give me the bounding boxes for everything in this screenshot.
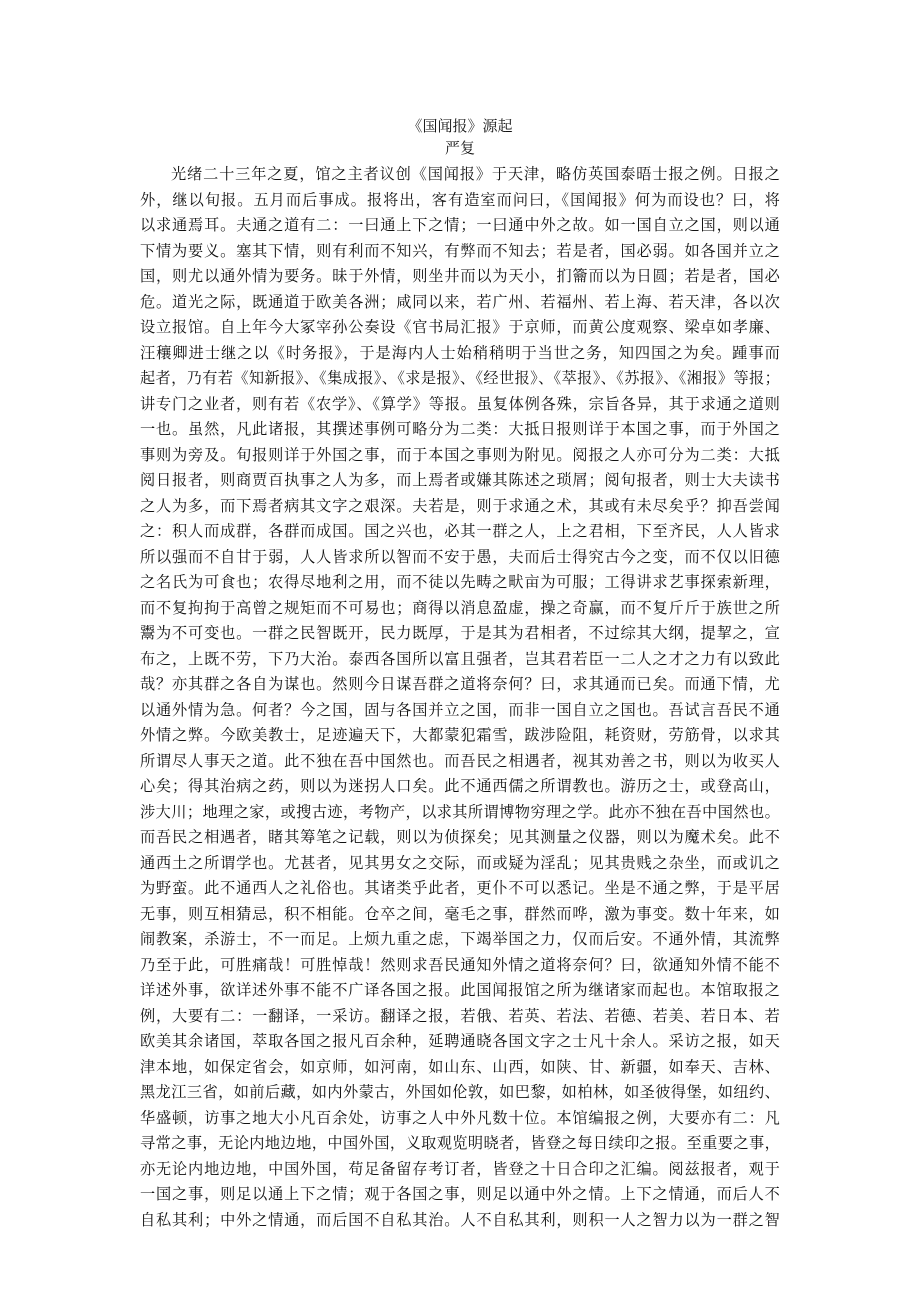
body-text-line: 事则为旁及。旬报则详于外国之事，而于本国之事则为附见。阅报之人亦可分为二类：大抵: [140, 445, 780, 464]
body-text-line: 之：积人而成群，各群而成国。国之兴也，必其一群之人，上之君相，下至齐民，人人皆求: [140, 522, 780, 540]
body-text-line: 而吾民之相遇者，睹其筹笔之记载，则以为侦探矣；见其测量之仪器，则以为魔术矣。此不: [140, 828, 780, 846]
document-title: 《国闻报》源起: [407, 117, 513, 135]
body-text-line: 下情为要义。塞其下情，则有利而不知兴，有弊而不知去；若是者，国必弱。如各国并立之: [140, 241, 780, 260]
body-text-line: 所谓尽人事天之道。此不独在吾中国然也。而吾民之相遇者，视其劝善之书，则以为收买人: [140, 751, 780, 770]
body-text-line: 自私其利；中外之情通，而后国不自私其治。人不自私其利，则积一人之智力以为一群之智: [140, 1210, 780, 1229]
body-text-line: 以通外情为急。何者？今之国，固与各国并立之国，而非一国自立之国也。吾试言吾民不通: [140, 700, 780, 719]
body-text-line: 讲专门之业者，则有若《农学》、《算学》等报。虽复体例各殊，宗旨各异，其于求通之道则: [140, 394, 780, 413]
body-text-line: 欧美其余诸国，萃取各国之报凡百余种，延聘通晓各国文字之士凡十余人。采访之报，如天: [140, 1032, 780, 1050]
body-text-line: 例，大要有二：一翻译，一采访。翻译之报，若俄、若英、若法、若德、若美、若日本、若: [140, 1006, 780, 1025]
body-text-line: 亦无论内地边地，中国外国，苟足备留存考订者，皆登之十日合印之汇编。阅兹报者，观于: [140, 1159, 780, 1178]
body-text-line: 无事，则互相猜忌，积不相能。仓卒之间，毫毛之事，群然而哗，激为事变。数十年来，如: [140, 904, 780, 923]
body-text-line: 详述外事，欲详述外事不能不广译各国之报。此国闻报馆之所为继诸家而起也。本馆取报之: [140, 981, 780, 999]
body-text-line: 起者，乃有若《知新报》、《集成报》、《求是报》、《经世报》、《萃报》、《苏报》、《湘报》等报；: [140, 369, 780, 387]
body-text-line: 以求通焉耳。夫通之道有二：一曰通上下之情；一曰通中外之故。如一国自立之国，则以通: [140, 216, 780, 234]
body-text-line: 设立报馆。自上年今大冢宰孙公奏设《官书局汇报》于京师，而黄公度观察、梁卓如孝廉、: [140, 318, 780, 336]
body-text-line: 闹教案，杀游士，不一而足。上烦九重之虑，下竭举国之力，仅而后安。不通外情，其流弊: [140, 930, 780, 948]
body-text-line: 光绪二十三年之夏，馆之主者议创《国闻报》于天津，略仿英国泰晤士报之例。日报之: [171, 165, 780, 183]
body-text-line: 通西土之所谓学也。尤甚者，见其男女之交际，而或疑为淫乱；见其贵贱之杂坐，而或讥之: [140, 853, 780, 872]
body-text-line: 心矣；得其治病之药，则以为迷拐人口矣。此不通西儒之所谓教也。游历之士，或登高山，: [140, 777, 780, 795]
body-text-line: 外情之弊。今欧美教士，足迹遍天下，大都蒙犯霜雪，跋涉险阻，耗资财，劳筋骨，以求其: [140, 726, 780, 744]
body-text-line: 所以强而不自甘于弱，人人皆求所以智而不安于愚，夫而后士得究古今之变，而不仅以旧德: [140, 547, 780, 566]
body-text-line: 寻常之事，无论内地边地，中国外国，义取观览明晓者，皆登之每日续印之报。至重要之事，: [140, 1134, 780, 1152]
body-text-line: 哉？亦其群之各自为谋也。然则今日谋吾群之道将奈何？曰，求其通而已矣。而通下情，尤: [140, 675, 780, 693]
document-body: [140, 162, 780, 1233]
body-text-line: 汪穰卿进士继之以《时务报》，于是海内人士始稍稍明于当世之务，知四国之为矣。踵事而: [140, 343, 780, 362]
body-text-line: 津本地，如保定省会，如京师，如河南，如山东、山西，如陕、甘、新疆，如奉天、吉林、: [140, 1057, 780, 1076]
body-text-line: 鬻为不可变也。一群之民智既开，民力既厚，于是其为君相者，不过综其大纲，提挈之，宣: [140, 624, 780, 642]
body-text-line: 之名氏为可食也；农得尽地利之用，而不徒以先畴之畎亩为可服；工得讲求艺事探索新理，: [140, 573, 780, 591]
body-text-line: 之人为多，而下焉者病其文字之艰深。夫若是，则于求通之术，其或有未尽矣乎？抑吾尝闻: [140, 496, 780, 515]
body-text-line: 为野蛮。此不通西人之礼俗也。其诸类乎此者，更仆不可以悉记。坐是不通之弊，于是平居: [140, 879, 780, 897]
body-text-line: 华盛顿，访事之地大小凡百余处，访事之人中外凡数十位。本馆编报之例，大要亦有二：凡: [140, 1108, 780, 1127]
body-text-line: 乃至于此，可胜痛哉！可胜悼哉！然则求吾民通知外情之道将奈何？曰，欲通知外情不能不: [140, 955, 780, 974]
body-text-line: 危。道光之际，既通道于欧美各洲；咸同以来，若广州、若福州、若上海、若天津，各以次: [140, 292, 780, 311]
body-text-line: 一也。虽然，凡此诸报，其撰述事例可略分为二类：大抵日报则详于本国之事，而于外国之: [140, 420, 780, 438]
body-text-line: 布之，上既不劳，下乃大治。泰西各国所以富且强者，岂其君若臣一二人之才之力有以致此: [140, 649, 780, 668]
body-text-line: 而不复拘拘于高曾之规矩而不可易也；商得以消息盈虚，操之奇赢，而不复斤斤于族世之所: [140, 598, 780, 617]
body-text-line: 涉大川；地理之家，或搜古迹，考物产，以求其所谓博物穷理之学。此亦不独在吾中国然也。: [140, 802, 780, 821]
body-text-line: 一国之事，则足以通上下之情；观于各国之事，则足以通中外之情。上下之情通，而后人不: [140, 1185, 780, 1203]
body-text-line: 阅日报者，则商贾百执事之人为多，而上焉者或嫌其陈述之琐屑；阅旬报者，则士大夫读书: [140, 471, 780, 489]
document-author: 严复: [444, 139, 475, 157]
body-text-line: 外，继以旬报。五月而后事成。报将出，客有造室而问曰，《国闻报》何为而设也？曰，将: [140, 190, 780, 209]
body-text-line: 黑龙江三省，如前后藏，如内外蒙古，外国如伦敦，如巴黎，如柏林，如圣彼得堡，如纽约、: [140, 1083, 780, 1101]
body-text-line: 国，则尤以通外情为要务。昧于外情，则坐井而以为天小，扪籥而以为日圆；若是者，国必: [140, 267, 780, 285]
